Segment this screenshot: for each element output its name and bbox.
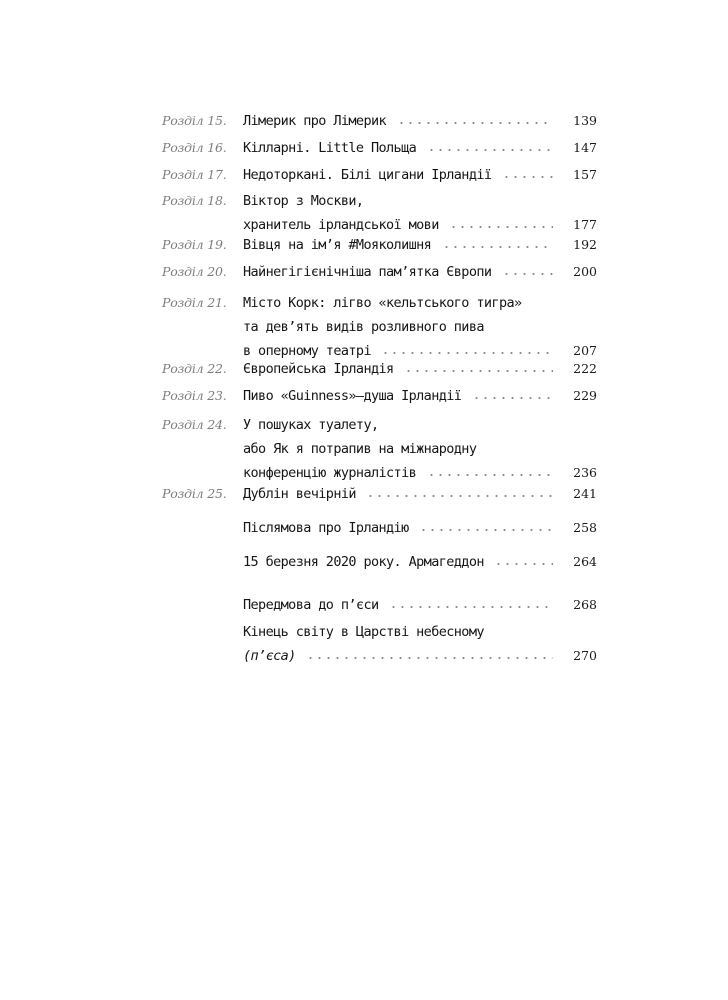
toc-line <box>243 486 597 510</box>
dot-leader <box>449 226 553 228</box>
chapter-number: Розділ 25. <box>162 486 227 501</box>
toc-line <box>243 319 597 343</box>
chapter-title: У пошуках туалету, <box>243 417 379 433</box>
dot-leader <box>502 273 553 275</box>
toc-line <box>243 597 597 621</box>
chapter-title: Найнегігієнічніша пам’ятка Європи <box>243 264 492 280</box>
chapter-title: Післямова про Ірландію <box>243 520 409 536</box>
chapter-number: Розділ 24. <box>162 417 227 432</box>
chapter-number: Розділ 17. <box>162 167 227 182</box>
chapter-title: 15 березня 2020 року. Армагеддон <box>243 554 484 570</box>
chapter-title: Лімерик про Лімерик <box>243 113 387 129</box>
toc-line <box>243 520 597 544</box>
dot-leader <box>397 122 553 124</box>
dot-leader <box>381 352 553 354</box>
toc-line <box>243 554 597 578</box>
dot-leader <box>442 246 553 248</box>
chapter-title: (п’єса) <box>243 648 296 664</box>
dot-leader <box>427 149 553 151</box>
chapter-title: Місто Корк: лігво «кельтського тигра» <box>243 295 522 311</box>
chapter-title: Кінець світу в Царстві небесному <box>243 624 484 640</box>
chapter-title: Кілларні. Little Польща <box>243 140 417 156</box>
page-number: 207 <box>573 343 597 358</box>
chapter-number: Розділ 21. <box>162 295 227 310</box>
page-number: 236 <box>573 465 597 480</box>
chapter-number: Розділ 19. <box>162 237 227 252</box>
chapter-title: Вівця на ім’я #Мояколишня <box>243 237 432 253</box>
chapter-number: Розділ 23. <box>162 388 227 403</box>
toc-line <box>243 624 597 648</box>
toc-line <box>243 648 597 672</box>
dot-leader <box>472 397 553 399</box>
dot-leader <box>306 657 553 659</box>
page-number: 222 <box>573 361 597 376</box>
page-number: 139 <box>573 113 597 128</box>
page-number: 157 <box>573 167 597 182</box>
page-number: 229 <box>573 388 597 403</box>
dot-leader <box>404 370 553 372</box>
page-number: 258 <box>573 520 597 535</box>
chapter-title: конференцію журналістів <box>243 465 417 481</box>
chapter-title: та дев’ять видів розливного пива <box>243 319 484 335</box>
chapter-number: Розділ 18. <box>162 193 227 208</box>
chapter-title: Дублін вечірній <box>243 486 356 502</box>
dot-leader <box>366 495 553 497</box>
dot-leader <box>502 176 553 178</box>
page-number: 177 <box>573 217 597 232</box>
page-number: 264 <box>573 554 597 569</box>
page-number: 241 <box>573 486 597 501</box>
toc-line <box>243 295 597 319</box>
chapter-title: Передмова до п’єси <box>243 597 379 613</box>
chapter-number: Розділ 20. <box>162 264 227 279</box>
dot-leader <box>389 606 553 608</box>
chapter-title: Європейська Ірландія <box>243 361 394 377</box>
chapter-number: Розділ 15. <box>162 113 227 128</box>
toc-line <box>243 361 597 385</box>
chapter-title: в оперному театрі <box>243 343 371 359</box>
chapter-title: або Як я потрапив на міжнародну <box>243 441 477 457</box>
chapter-number: Розділ 22. <box>162 361 227 376</box>
chapter-title: хранитель ірландської мови <box>243 217 439 233</box>
toc-line <box>243 113 597 137</box>
page-number: 200 <box>573 264 597 279</box>
page-number: 147 <box>573 140 597 155</box>
toc-line <box>243 140 597 164</box>
chapter-title: Віктор з Москви, <box>243 193 364 209</box>
page-number: 192 <box>573 237 597 252</box>
chapter-title: Пиво «Guinness»—душа Ірландії <box>243 388 462 404</box>
toc-line <box>243 237 597 261</box>
dot-leader <box>427 474 553 476</box>
toc-line <box>243 441 597 465</box>
page-number: 268 <box>573 597 597 612</box>
chapter-title: Недоторкані. Білі цигани Ірландії <box>243 167 492 183</box>
toc-line <box>243 167 597 191</box>
toc-line <box>243 193 597 217</box>
toc-line <box>243 417 597 441</box>
toc-line <box>243 388 597 412</box>
chapter-number: Розділ 16. <box>162 140 227 155</box>
dot-leader <box>494 563 553 565</box>
toc-line <box>243 264 597 288</box>
page-number: 270 <box>573 648 597 663</box>
dot-leader <box>419 529 553 531</box>
